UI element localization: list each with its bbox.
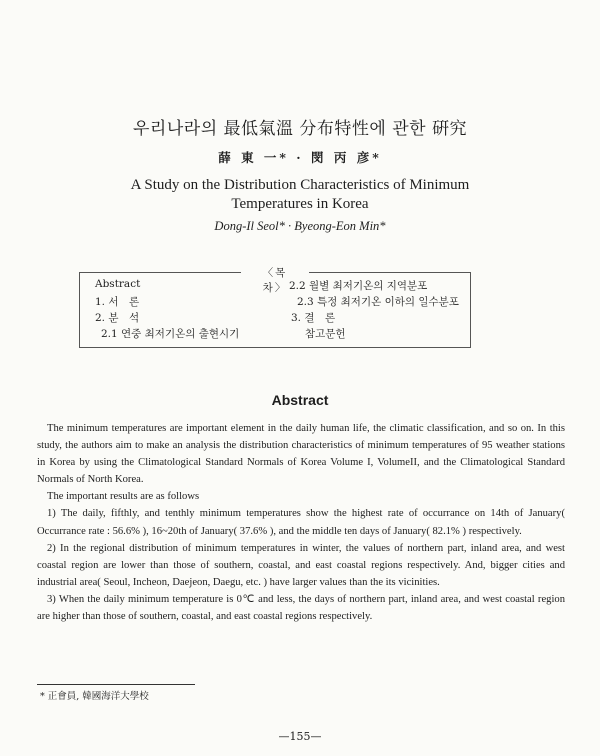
toc-item-2-3: 2.3 특정 최저기온 이하의 일수분포 — [297, 296, 459, 308]
paper-title-korean: 우리나라의 最低氣溫 分布特性에 관한 硏究 — [133, 119, 467, 139]
paper-title-english — [60, 176, 540, 214]
toc-item-2-2: 2.2 월별 최저기온의 지역분포 — [289, 280, 428, 292]
toc-heading: 〈목 차〉 — [262, 267, 313, 294]
table-of-contents — [79, 266, 471, 348]
footnote: * 正會員, 韓國海洋大學校 — [40, 691, 149, 702]
abstract-paragraph-1: The minimum temperatures are important element in the daily human life, the climatic classification, and so on. In this study, the authors aim to make an analysis the distribution characteristics of minimum temperatures of 95 weather stations in Korea by using the Climatological Standard Normals of Korea Volume I, VolumeII, and the Climatological Standard Normals of North Korea. — [37, 423, 565, 486]
abstract-heading: Abstract — [271, 392, 329, 408]
result-item-1: 1) The daily, fifthly, and tenthly minimum temperatures show the highest rate of occurrance on 14th of January( Occurrance rate : 56.6% ), 16~20th of January( 37.6% ), and the middle ten days of January( 82.1% ) respectively. — [37, 508, 565, 537]
toc-item-analysis: 2. 분 석 — [95, 312, 140, 324]
toc-bottom-rule — [79, 347, 471, 348]
toc-top-rule-left — [79, 272, 241, 273]
abstract-paragraph-2: The important results are as follows — [47, 491, 200, 503]
toc-item-2-1: 2.1 연중 최저기온의 출현시기 — [101, 328, 240, 340]
authors-english: Dong-Il Seol* · Byeong-Eon Min* — [214, 219, 386, 233]
authors-korean: 薛 東 一* · 閔 丙 彦* — [218, 150, 382, 165]
title-en-line2: Temperatures in Korea — [231, 196, 369, 212]
toc-item-abstract: Abstract — [95, 278, 141, 290]
toc-item-intro: 1. 서 론 — [95, 296, 140, 308]
toc-right-border — [470, 272, 471, 348]
abstract-body — [37, 420, 565, 625]
title-en-line1: A Study on the Distribution Characteristics of Minimum — [130, 177, 470, 193]
result-item-2: 2) In the regional distribution of minimum temperatures in winter, the values of northern part, inland area, and west coastal region are lower than those of southern, coastal, and east coastal regions respectively. And, bigger cities and industrial area( Seoul, Incheon, Daejeon, Daegu, etc. ) have larger values than the its vicinities. — [37, 542, 565, 588]
toc-top-rule-right — [309, 272, 471, 273]
toc-item-references: 참고문헌 — [305, 328, 346, 340]
footnote-rule — [37, 684, 195, 685]
result-item-3: 3) When the daily minimum temperature is 0℃ and less, the days of northern part, inland area, and west coastal region are higher than those of southern, coastal, and east coastal regions respectively. — [37, 593, 565, 623]
toc-item-conclusion: 3. 결 론 — [291, 312, 336, 324]
toc-left-border — [79, 272, 80, 348]
page-number: —155— — [278, 730, 322, 743]
